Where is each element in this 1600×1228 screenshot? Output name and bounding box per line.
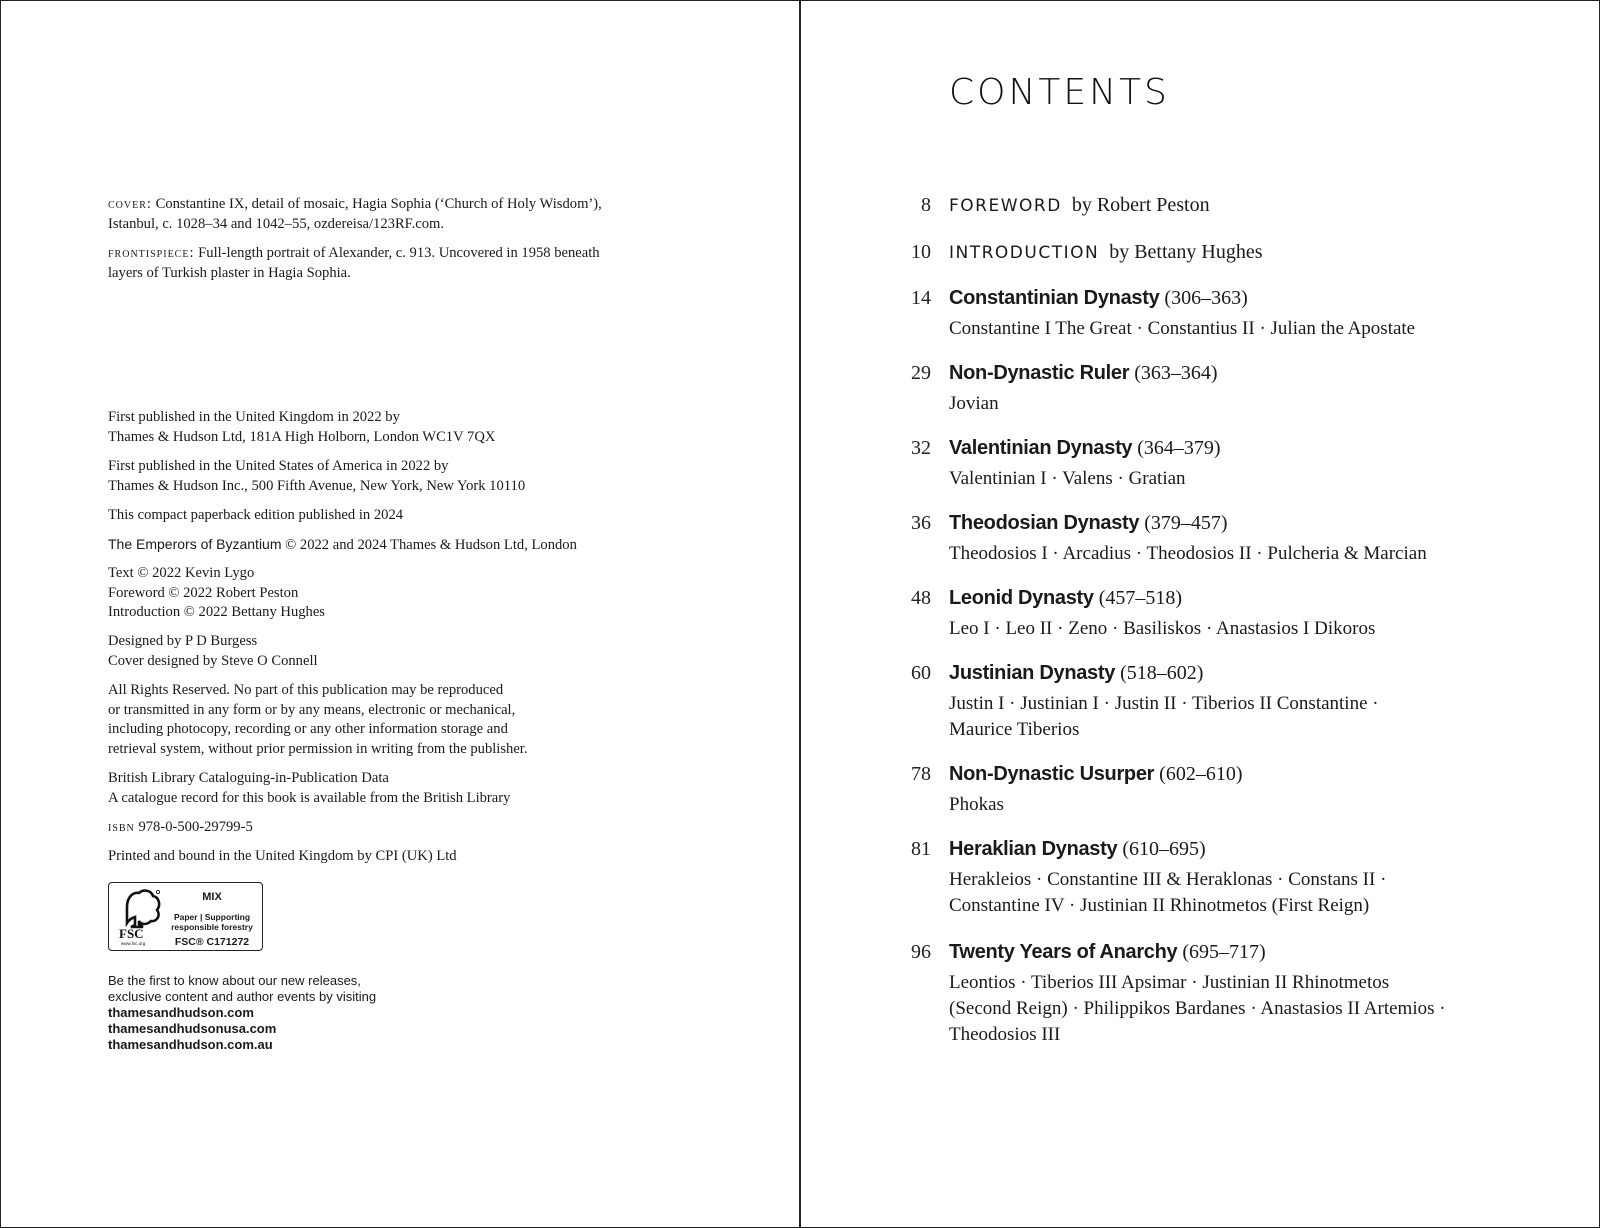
us-publication-line1: First published in the United States of America in 2022 by	[108, 458, 449, 474]
toc-entry-author: by Bettany Hughes	[1109, 241, 1263, 263]
isbn	[108, 818, 708, 838]
fsc-subtitle	[167, 912, 257, 932]
fsc-logo-text: FSC	[119, 926, 144, 941]
uk-publication-line1: First published in the United Kingdom in 2022 by	[108, 409, 400, 425]
toc-entry-title: Valentinian Dynasty	[949, 437, 1133, 459]
toc-page-number: 14	[911, 287, 931, 309]
cover-label: cover:	[108, 196, 152, 212]
toc-entry-years: (363–364)	[1134, 362, 1218, 384]
toc-entry-years: (457–518)	[1098, 587, 1183, 609]
toc-page-number: 32	[911, 437, 931, 459]
toc-entry-rulers: Phokas	[949, 794, 1004, 815]
fsc-subtitle-line2: responsible forestry	[171, 922, 253, 932]
toc-entry-years: (610–695)	[1122, 838, 1206, 860]
toc-entry-years: (306–363)	[1164, 287, 1248, 309]
toc-entry-rulers: Leo I · Leo II · Zeno · Basiliskos · Anastasios I Dikoros	[949, 618, 1376, 639]
toc-entry-title: INTRODUCTION	[949, 243, 1100, 263]
toc-page-number: 81	[911, 838, 931, 860]
toc-page-number: 48	[911, 587, 931, 609]
toc-entry-rulers: Jovian	[949, 393, 999, 414]
toc-entry-years: (695–717)	[1182, 941, 1266, 963]
toc-entry-title: Non-Dynastic Ruler	[949, 362, 1130, 384]
frontispiece-credit	[108, 244, 708, 283]
fsc-mix: MIX	[202, 891, 222, 903]
toc-entry-rulers: Leontios · Tiberios III Apsimar · Justinian II Rhinotmetos (Second Reign) · Philippikos Bardanes · Anastasios II Artemios · Theodosios III	[949, 972, 1446, 1045]
toc-entry-rulers: Valentinian I · Valens · Gratian	[949, 468, 1186, 489]
author-credits	[108, 564, 708, 623]
cover-designer-credit: Cover designed by Steve O Connell	[108, 652, 318, 669]
fsc-mix-label	[108, 882, 263, 951]
toc-entry-years: (364–379)	[1137, 437, 1221, 459]
uk-publication-line2: Thames & Hudson Ltd, 181A High Holborn, London WC1V 7QX	[108, 428, 496, 445]
us-publication	[108, 457, 708, 496]
frontispiece-credit-line1: Full-length portrait of Alexander, c. 913. Uncovered in 1958 beneath	[194, 245, 600, 261]
toc-entry-title: Leonid Dynasty	[949, 587, 1094, 609]
frontispiece-label: frontispiece:	[108, 245, 195, 261]
toc-entry-title: Constantinian Dynasty	[949, 287, 1160, 309]
toc-entry-years: (379–457)	[1144, 512, 1228, 534]
cover-credit-line1: Constantine IX, detail of mosaic, Hagia Sophia (‘Church of Holy Wisdom’),	[151, 196, 602, 212]
cover-credit	[108, 195, 708, 234]
book-gutter	[799, 0, 801, 1228]
promo-url: thamesandhudson.com	[108, 1005, 254, 1020]
toc-entry-author: by Robert Peston	[1071, 194, 1210, 216]
frontispiece-credit-line2: layers of Turkish plaster in Hagia Sophia.	[108, 264, 351, 281]
toc-page-number: 36	[911, 512, 931, 534]
copyright-line	[108, 535, 708, 556]
promo-line1: Be the first to know about our new releases,	[108, 973, 361, 988]
toc-page-number: 10	[911, 241, 931, 263]
toc-page-number: 78	[911, 763, 931, 785]
fsc-website: www.fsc.org	[121, 941, 146, 946]
toc-page-number: 96	[911, 941, 931, 963]
toc-entry-years: (518–602)	[1120, 662, 1204, 684]
cip-data: British Library Cataloguing-in-Publication Data A catalogue record for this book is available from the British Library	[108, 770, 511, 806]
edition-note: This compact paperback edition published in 2024	[108, 507, 404, 523]
isbn-label: isbn	[108, 819, 135, 835]
publisher-promo	[108, 973, 508, 1053]
toc-entry-title: Justinian Dynasty	[949, 662, 1116, 684]
fsc-code: FSC® C171272	[174, 936, 250, 948]
toc-entry-title: Twenty Years of Anarchy	[949, 941, 1178, 963]
designer-credit: Designed by P D Burgess	[108, 633, 258, 649]
toc-entry-title: FOREWORD	[949, 196, 1062, 216]
us-publication-line2: Thames & Hudson Inc., 500 Fifth Avenue, New York, New York 10110	[108, 477, 526, 494]
toc-entry-title: Theodosian Dynasty	[949, 512, 1140, 534]
book-title: The Emperors of Byzantium	[108, 536, 282, 552]
fsc-tree-logo-icon	[117, 887, 163, 947]
design-credits	[108, 632, 708, 671]
copyright-rest: © 2022 and 2024 Thames & Hudson Ltd, London	[281, 537, 577, 553]
introduction-credit: Introduction © 2022 Bettany Hughes	[108, 604, 325, 620]
cover-credit-line2: Istanbul, c. 1028–34 and 1042–55, ozdereisa/123RF.com.	[108, 215, 445, 232]
text-credit: Text © 2022 Kevin Lygo	[108, 565, 255, 581]
toc-page-number: 60	[911, 662, 931, 684]
toc-entry-title: Non-Dynastic Usurper	[949, 763, 1155, 785]
toc-entry-years: (602–610)	[1159, 763, 1243, 785]
toc-entry-rulers: Constantine I The Great · Constantius II · Julian the Apostate	[949, 318, 1416, 339]
isbn-value: 978-0-500-29799-5	[134, 819, 253, 835]
promo-line2: exclusive content and author events by visiting	[108, 989, 377, 1004]
toc-page-number: 29	[911, 362, 931, 384]
toc-entry-title: Heraklian Dynasty	[949, 838, 1118, 860]
toc-entry-rulers: Justin I · Justinian I · Justin II · Tiberios II Constantine · Maurice Tiberios	[949, 693, 1379, 740]
uk-publication	[108, 408, 708, 447]
toc-page-number: 8	[921, 194, 931, 216]
foreword-credit: Foreword © 2022 Robert Peston	[108, 584, 299, 601]
contents-title: CONTENTS	[949, 72, 1170, 113]
fsc-subtitle-line1: Paper | Supporting	[173, 912, 251, 922]
toc-entry-rulers: Theodosios I · Arcadius · Theodosios II · Pulcheria & Marcian	[949, 543, 1427, 564]
rights-statement: All Rights Reserved. No part of this publication may be reproduced or transmitted in any form or by any means, electronic or mechanical, including photocopy, recording or any other information storage and retrieval system, without prior permission in writing from the publisher.	[108, 682, 528, 757]
promo-url: thamesandhudson.com.au	[108, 1037, 273, 1052]
promo-url: thamesandhudsonusa.com	[108, 1021, 277, 1036]
toc-entry-rulers: Herakleios · Constantine III & Heraklonas · Constans II · Constantine IV · Justinian II Rhinotmetos (First Reign)	[949, 869, 1387, 916]
printer-note: Printed and bound in the United Kingdom by CPI (UK) Ltd	[108, 848, 457, 864]
